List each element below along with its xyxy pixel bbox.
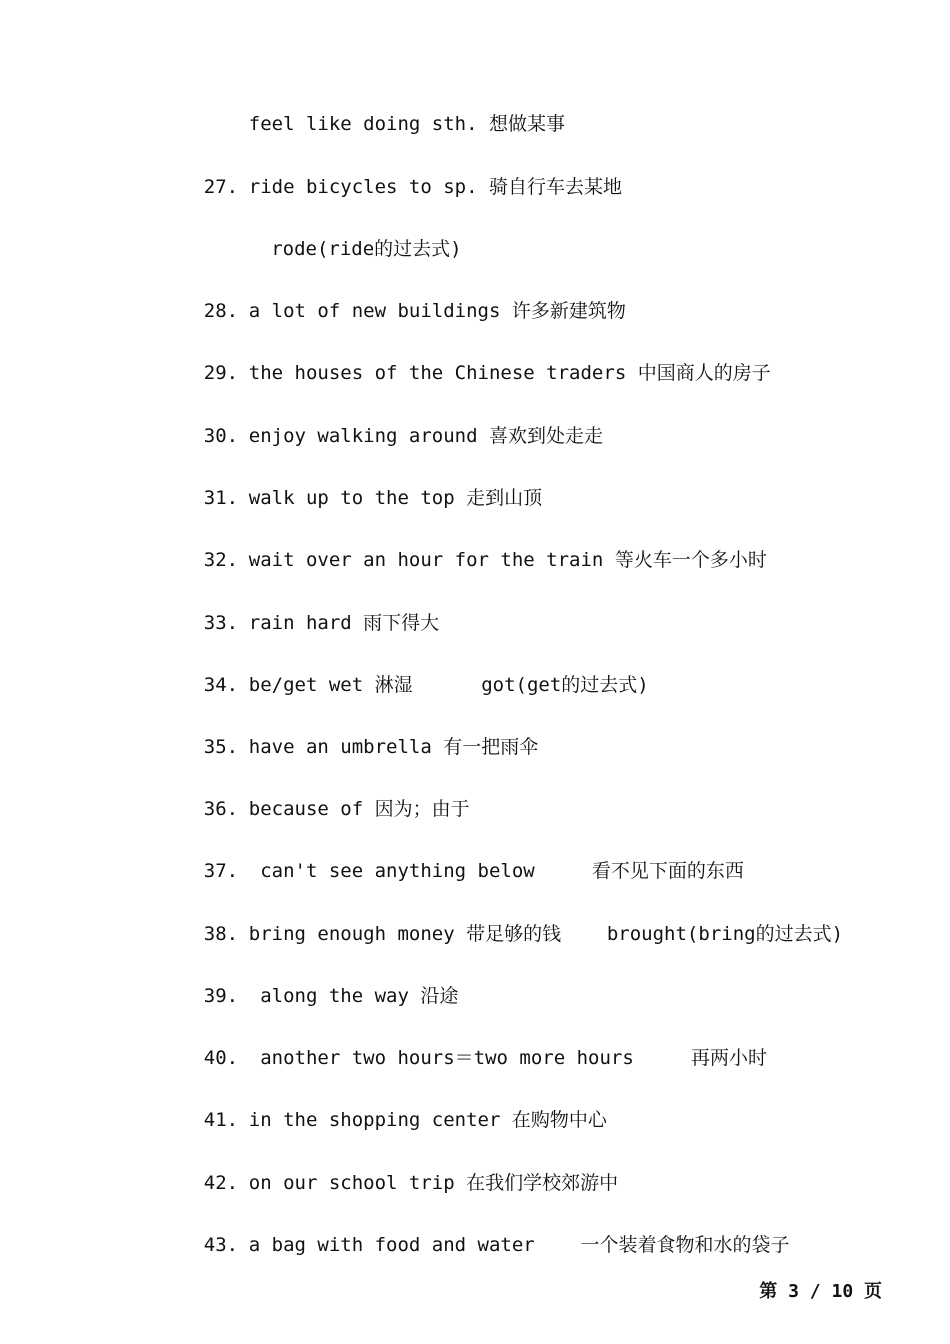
- item-text: wait over an hour for the train 等火车一个多小时: [248, 549, 767, 571]
- list-item: [158, 337, 771, 409]
- item-number: 38.: [203, 923, 239, 945]
- item-text: enjoy walking around 喜欢到处走走: [248, 425, 603, 447]
- item-text: have an umbrella 有一把雨伞: [248, 736, 539, 758]
- item-number: 28.: [203, 300, 239, 322]
- item-number: 33.: [203, 612, 239, 634]
- item-text: bring enough money 带足够的钱 brought(bring的过去式): [248, 923, 844, 945]
- item-text: be/get wet 淋湿 got(get的过去式): [248, 674, 649, 696]
- item-number: 42.: [203, 1172, 239, 1194]
- item-text: a lot of new buildings 许多新建筑物: [248, 300, 626, 322]
- item-number: 39.: [203, 985, 239, 1007]
- item-number: 34.: [203, 674, 239, 696]
- item-text: the houses of the Chinese traders 中国商人的房子: [248, 362, 771, 384]
- list-item: [158, 524, 767, 596]
- item-text: ride bicycles to sp. 骑自行车去某地: [248, 176, 622, 198]
- item-text: a bag with food and water 一个装着食物和水的袋子: [248, 1234, 790, 1256]
- item-number: 31.: [203, 487, 239, 509]
- list-item: [158, 88, 565, 160]
- list-item: [158, 1209, 790, 1281]
- item-number: 41.: [203, 1109, 239, 1131]
- page-number: 第 3 / 10 页: [759, 1281, 882, 1302]
- item-text: can't see anything below 看不见下面的东西: [248, 860, 744, 882]
- item-text: because of 因为；由于: [248, 798, 470, 820]
- item-text: along the way 沿途: [248, 985, 459, 1007]
- item-text: on our school trip 在我们学校郊游中: [248, 1172, 619, 1194]
- item-number: 40.: [203, 1047, 239, 1069]
- item-text: walk up to the top 走到山顶: [248, 487, 543, 509]
- item-number: 27.: [203, 176, 239, 198]
- list-item: [158, 835, 744, 907]
- list-item: [158, 1084, 607, 1156]
- item-number: 43.: [203, 1234, 239, 1256]
- item-number: 30.: [203, 425, 239, 447]
- item-number: 32.: [203, 549, 239, 571]
- item-number: 35.: [203, 736, 239, 758]
- item-number: 36.: [203, 798, 239, 820]
- item-number: 37.: [203, 860, 239, 882]
- item-number: 29.: [203, 362, 239, 384]
- item-text: rain hard 雨下得大: [248, 612, 440, 634]
- item-text: in the shopping center 在购物中心: [248, 1109, 607, 1131]
- item-text: feel like doing sth. 想做某事: [248, 113, 565, 135]
- item-text: another two hours＝two more hours 再两小时: [248, 1047, 768, 1069]
- item-text: rode(ride的过去式): [259, 238, 462, 260]
